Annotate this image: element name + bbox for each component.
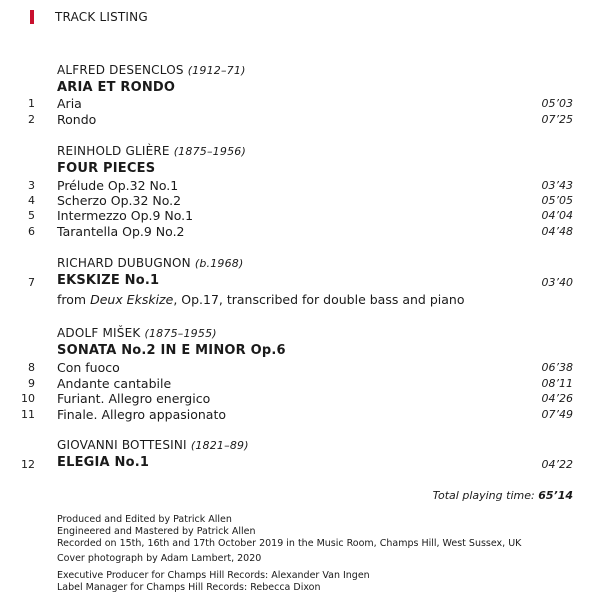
track-title: Con fuoco	[57, 360, 120, 375]
track-duration: 04’26	[541, 392, 573, 405]
track-duration: 05’05	[541, 194, 573, 207]
track-title: Rondo	[57, 112, 97, 127]
track-number: 4	[28, 194, 35, 207]
composer-dates: (1821–89)	[190, 439, 249, 452]
page-title: TRACK LISTING	[55, 10, 148, 24]
header-marker	[30, 10, 34, 24]
track-title: Andante cantabile	[57, 376, 172, 391]
total-playing-time	[433, 489, 573, 502]
track-title: Intermezzo Op.9 No.1	[57, 208, 194, 223]
track-number: 3	[28, 179, 35, 192]
work-title: ELEGIA No.1	[57, 455, 150, 470]
credit-line: Cover photograph by Adam Lambert, 2020	[57, 553, 262, 564]
track-number: 10	[21, 392, 35, 405]
track-number: 1	[28, 97, 35, 110]
composer-dates: (1875–1956)	[173, 145, 246, 158]
credit-line: Label Manager for Champs Hill Records: Rebecca Dixon	[57, 582, 321, 593]
track-number: 9	[28, 377, 35, 390]
subtitle-suffix: , Op.17, transcribed for double bass and piano	[173, 292, 465, 307]
work-subtitle	[57, 292, 464, 307]
composer-name: ADOLF MIŠEK	[57, 326, 141, 340]
track-title: Aria	[57, 96, 82, 111]
track-duration: 05’03	[541, 97, 573, 110]
composer-misek	[57, 326, 217, 340]
track-title: Furiant. Allegro energico	[57, 391, 211, 406]
track-duration: 04’04	[541, 209, 573, 222]
track-title: Prélude Op.32 No.1	[57, 178, 179, 193]
work-title: ARIA ET RONDO	[57, 80, 176, 95]
composer-name: ALFRED DESENCLOS	[57, 63, 184, 77]
composer-dates: (1875–1955)	[144, 327, 217, 340]
credit-line: Executive Producer for Champs Hill Records: Alexander Van Ingen	[57, 570, 370, 581]
track-title: Finale. Allegro appasionato	[57, 407, 227, 422]
track-number: 6	[28, 225, 35, 238]
composer-bottesini	[57, 438, 249, 452]
track-title: Scherzo Op.32 No.2	[57, 193, 182, 208]
track-duration: 03’43	[541, 179, 573, 192]
subtitle-italic: Deux Ekskize	[90, 292, 174, 307]
work-title: SONATA No.2 IN E MINOR Op.6	[57, 343, 286, 358]
composer-dubugnon	[57, 256, 244, 270]
track-duration: 04’22	[541, 458, 573, 471]
work-title: FOUR PIECES	[57, 161, 156, 176]
track-number: 2	[28, 113, 35, 126]
credit-line: Recorded on 15th, 16th and 17th October 2019 in the Music Room, Champs Hill, West Sussex, UK	[57, 538, 522, 549]
track-number: 5	[28, 209, 35, 222]
composer-name: REINHOLD GLIÈRE	[57, 144, 170, 158]
credit-line: Produced and Edited by Patrick Allen	[57, 514, 232, 525]
track-duration: 07’25	[541, 113, 573, 126]
total-value: 65’14	[538, 489, 573, 502]
total-label: Total playing time:	[432, 489, 535, 502]
track-number: 11	[21, 408, 35, 421]
track-duration: 06’38	[541, 361, 573, 374]
work-title: EKSKIZE No.1	[57, 273, 160, 288]
track-number: 7	[28, 276, 35, 289]
track-title: Tarantella Op.9 No.2	[57, 224, 185, 239]
track-duration: 07’49	[541, 408, 573, 421]
composer-gliere	[57, 144, 246, 158]
composer-desenclos	[57, 63, 246, 77]
track-duration: 03’40	[541, 276, 573, 289]
subtitle-prefix: from	[57, 292, 91, 307]
track-duration: 08’11	[541, 377, 573, 390]
composer-dates: (1912–71)	[187, 64, 246, 77]
track-number: 8	[28, 361, 35, 374]
composer-name: RICHARD DUBUGNON	[57, 256, 191, 270]
track-duration: 04’48	[541, 225, 573, 238]
composer-name: GIOVANNI BOTTESINI	[57, 438, 187, 452]
credit-line: Engineered and Mastered by Patrick Allen	[57, 526, 256, 537]
track-number: 12	[21, 458, 35, 471]
composer-dates: (b.1968)	[194, 257, 244, 270]
